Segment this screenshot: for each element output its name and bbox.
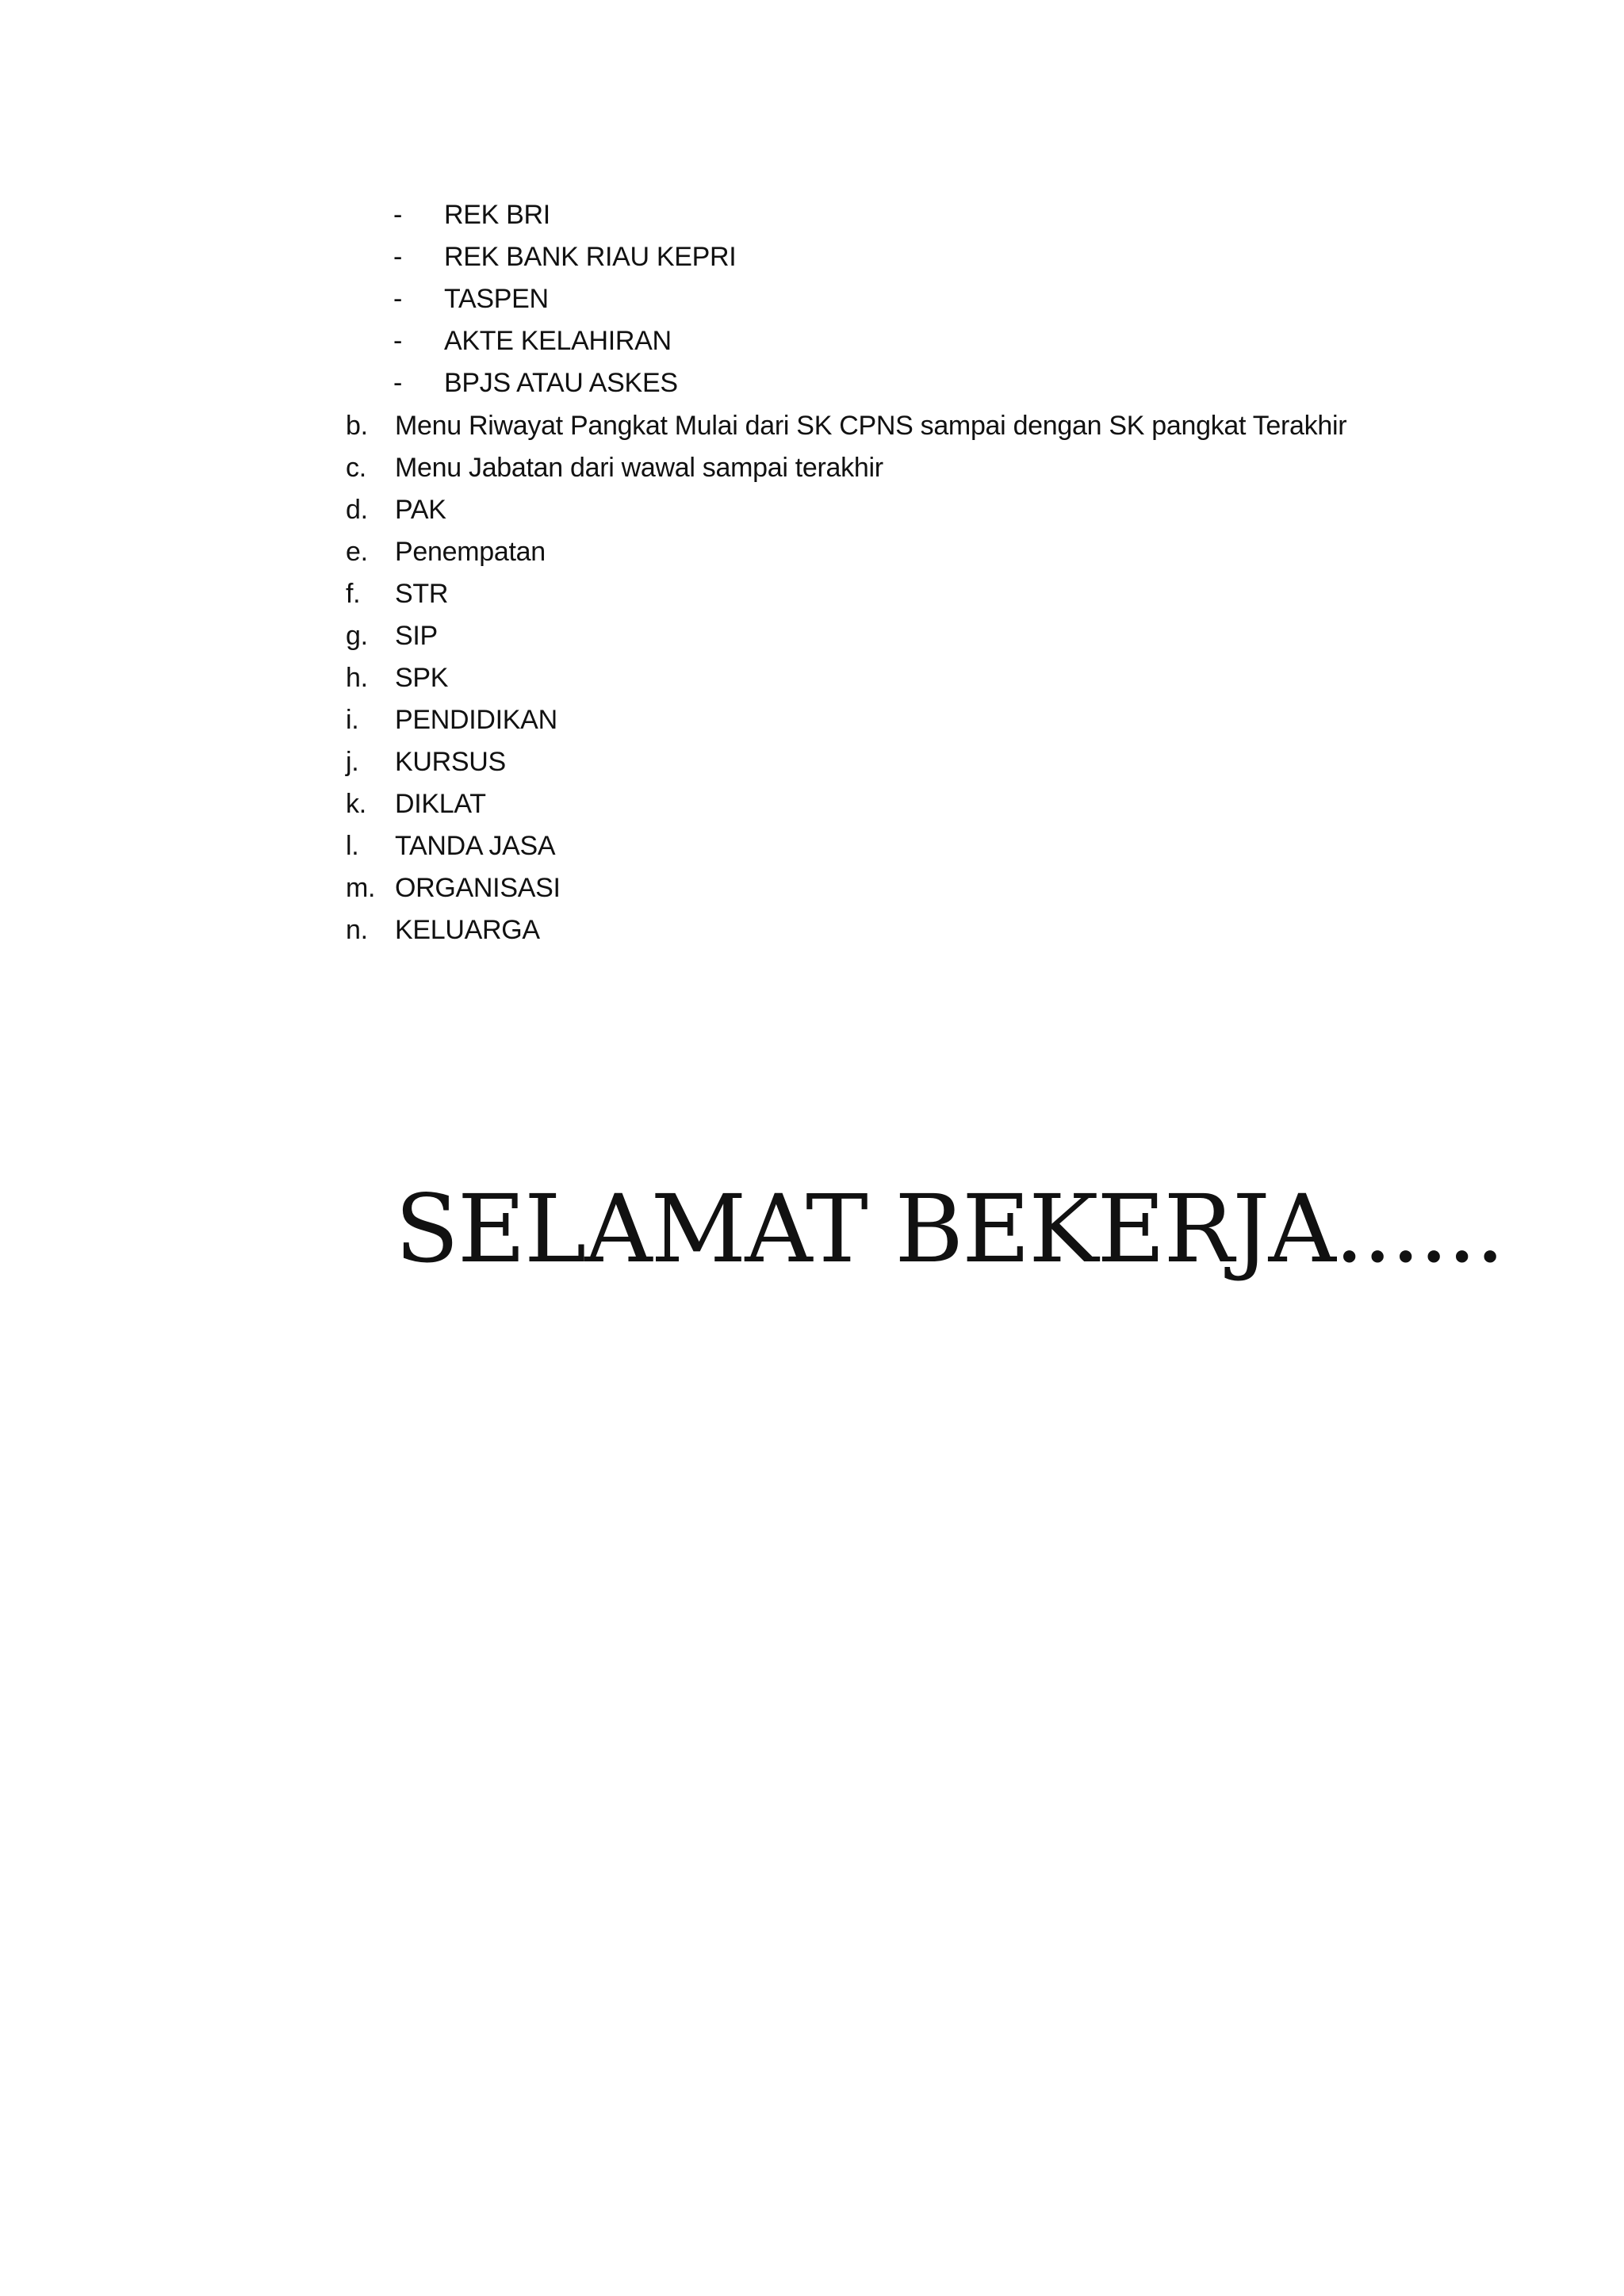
list-item: ORGANISASI bbox=[395, 873, 561, 903]
list-marker: - bbox=[393, 200, 403, 230]
list-item: PAK bbox=[395, 495, 446, 525]
closing-heading: SELAMAT BEKERJA...... bbox=[395, 1174, 1503, 1284]
list-marker: n. bbox=[346, 915, 368, 945]
list-marker: k. bbox=[346, 789, 366, 819]
list-marker: e. bbox=[346, 537, 368, 567]
list-item: KURSUS bbox=[395, 747, 506, 777]
list-item: BPJS ATAU ASKES bbox=[444, 368, 678, 398]
list-item: DIKLAT bbox=[395, 789, 486, 819]
list-item: REK BANK RIAU KEPRI bbox=[444, 242, 737, 272]
list-item: TANDA JASA bbox=[395, 831, 556, 861]
list-item: SIP bbox=[395, 621, 438, 651]
list-marker: - bbox=[393, 368, 403, 398]
list-item: STR bbox=[395, 579, 449, 609]
list-marker: f. bbox=[346, 579, 361, 609]
list-item: TASPEN bbox=[444, 284, 549, 314]
list-item: SPK bbox=[395, 663, 449, 693]
list-marker: - bbox=[393, 284, 403, 314]
list-marker: - bbox=[393, 326, 403, 356]
list-marker: m. bbox=[346, 873, 376, 903]
list-marker: i. bbox=[346, 705, 359, 735]
list-item: KELUARGA bbox=[395, 915, 540, 945]
list-marker: g. bbox=[346, 621, 368, 651]
list-item: AKTE KELAHIRAN bbox=[444, 326, 672, 356]
list-marker: l. bbox=[346, 831, 359, 861]
list-item: Menu Jabatan dari wawal sampai terakhir bbox=[395, 453, 883, 483]
list-marker: h. bbox=[346, 663, 368, 693]
list-marker: d. bbox=[346, 495, 368, 525]
list-marker: b. bbox=[346, 411, 368, 441]
list-item: PENDIDIKAN bbox=[395, 705, 557, 735]
list-item: Penempatan bbox=[395, 537, 546, 567]
list-marker: j. bbox=[346, 747, 359, 777]
list-marker: c. bbox=[346, 453, 366, 483]
list-item: Menu Riwayat Pangkat Mulai dari SK CPNS sampai dengan SK pangkat Terakhir bbox=[395, 411, 1347, 441]
list-marker: - bbox=[393, 242, 403, 272]
list-item: REK BRI bbox=[444, 200, 550, 230]
